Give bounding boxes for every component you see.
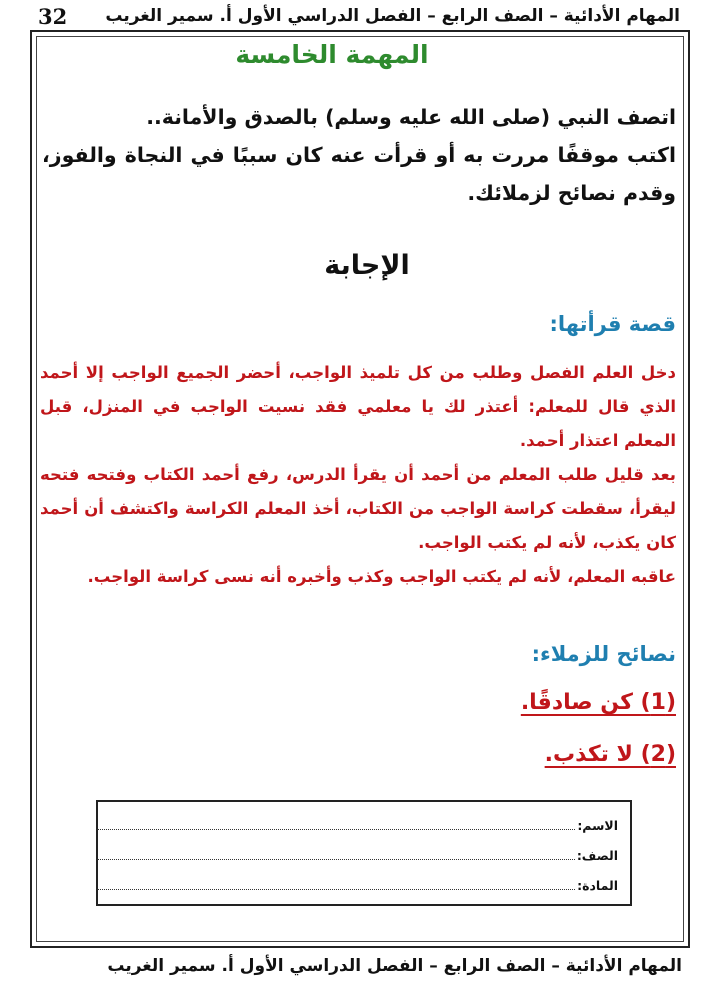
story-paragraph-1: دخل العلم الفصل وطلب من كل تلميذ الواجب، أحضر الجميع الواجب إلا أحمد الذي قال للمعلم: أعتذر لك يا معلمي فقد نسيت الواجب في المنزل، قبل المعلم اعتذار أحمد. [40,363,676,450]
advice-item-2: (2) لا تكذب. [544,742,676,767]
story-text [40,356,676,594]
story-paragraph-2: بعد قليل طلب المعلم من أحمد أن يقرأ الدرس، رفع أحمد الكتاب وفتحه فتحه ليقرأ، سقطت كراسة الواجب من الكتاب، أخذ المعلم الكراسة واكتشف أن أحمد كان يكذب، لأنه لم يكتب الواجب. [40,465,676,552]
prompt-line-2: اكتب موقفًا مررت به أو قرأت عنه كان سببًا في النجاة والفوز، وقدم نصائح لزملائك. [42,143,676,205]
class-row [97,848,618,863]
page-footer: المهام الأدائية – الصف الرابع – الفصل الدراسي الأول أ. سمير الغريب [107,956,682,976]
name-row [97,818,618,833]
advice-item-1: (1) كن صادقًا. [520,690,676,715]
student-info-box [96,800,632,906]
answer-heading: الإجابة [324,250,410,281]
task-title: المهمة الخامسة [235,40,429,69]
prompt-line-1: اتصف النبي (صلى الله عليه وسلم) بالصدق والأمانة.. [146,105,676,129]
subject-field[interactable] [97,879,575,890]
page-header [0,4,720,30]
story-heading: قصة قرأتها: [549,312,676,336]
page-number: 32 [38,4,68,29]
subject-row [97,878,618,893]
name-field[interactable] [97,819,575,830]
class-field[interactable] [97,849,575,860]
story-paragraph-3: عاقبه المعلم، لأنه لم يكتب الواجب وكذب وأخبره أنه نسى كراسة الواجب. [87,567,676,586]
subject-label: المادة: [577,878,618,893]
advice-heading: نصائح للزملاء: [531,642,676,666]
header-text: المهام الأدائية – الصف الرابع – الفصل الدراسي الأول أ. سمير الغريب [105,6,680,26]
task-prompt [42,98,676,212]
name-label: الاسم: [577,818,618,833]
class-label: الصف: [576,848,618,863]
